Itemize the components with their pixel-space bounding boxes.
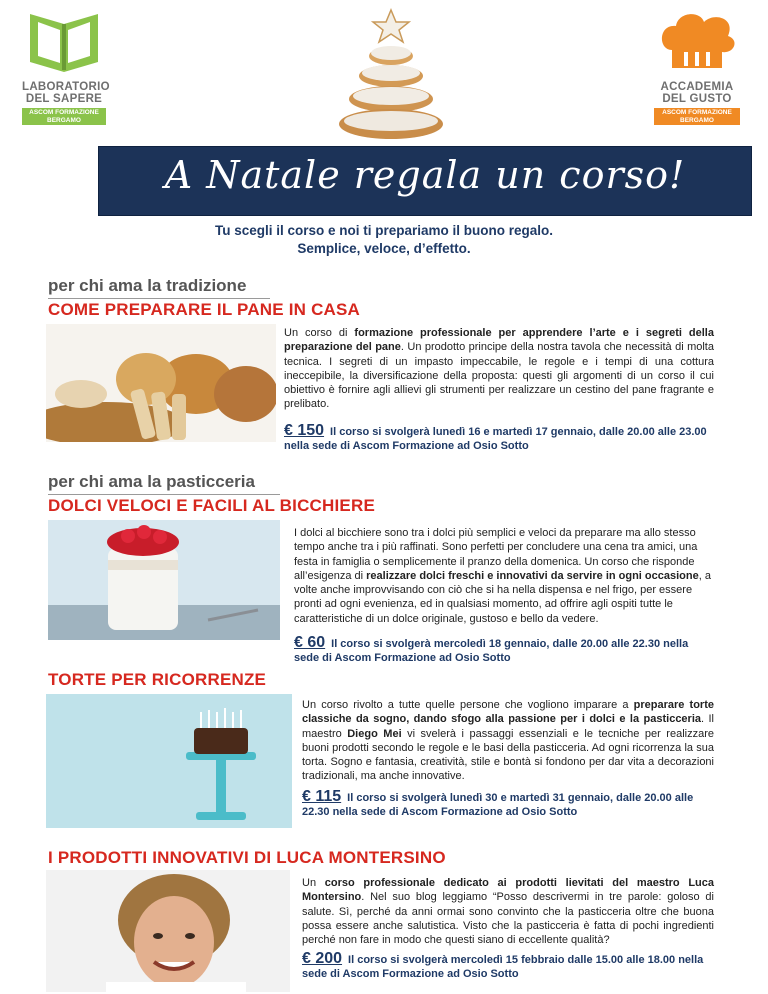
logo-left-band xyxy=(22,108,106,125)
cake-photo xyxy=(46,694,292,828)
section3-price: € 115 xyxy=(302,788,342,805)
section2-body-post: , a volte anche improvvisando con ciò che si ha nella dispensa e nel frigo, per essere pronti ad ogni evenienza, ed in qualsiasi momento, ad offrire agli ospiti tutte le caratteristiche di un dolce originale, gustoso e bello da vedere. xyxy=(294,569,711,625)
section2-title: DOLCI VELOCI E FACILI AL BICCHIERE xyxy=(48,496,375,515)
section1-body-pre: Un corso di xyxy=(284,327,355,339)
logo-right-band xyxy=(654,108,740,125)
logo-left-line1: LABORATORIO xyxy=(22,81,110,93)
section1-kicker: per chi ama la tradizione xyxy=(48,276,247,295)
section3-title: TORTE PER RICORRENZE xyxy=(48,670,267,689)
chef-portrait-photo xyxy=(46,870,290,992)
section3-schedule: Il corso si svolgerà lunedì 30 e martedì 31 gennaio, dalle 20.00 alle 22.30 nella sede di Ascom Formazione ad Osio Sotto xyxy=(302,792,694,818)
subtitle-line2: Semplice, veloce, d’effetto. xyxy=(297,241,471,256)
section2-price-line xyxy=(294,636,714,665)
section1-body xyxy=(284,326,714,412)
title-banner xyxy=(98,146,752,216)
logo-laboratorio-del-sapere xyxy=(22,10,110,125)
logo-right-line2: DEL GUSTO xyxy=(662,93,732,105)
section4-title: I PRODOTTI INNOVATIVI DI LUCA MONTERSINO xyxy=(48,848,446,867)
section4-price: € 200 xyxy=(302,950,343,967)
section3-body-pre: Un corso rivolto a tutte quelle persone che vogliono imparare a xyxy=(302,699,634,711)
section3-body-bold2: Diego Mei xyxy=(347,727,402,740)
section3-body-bold: preparare torte classiche da sogno, dando sfogo alla passione per i dolci e la pasticceria xyxy=(302,699,714,726)
section1-schedule: Il corso si svolgerà lunedì 16 e martedì 17 gennaio, dalle 20.00 alle 23.00 nella sede di Ascom Formazione ad Osio Sotto xyxy=(284,426,707,452)
section3-body-mid: . Il maestro xyxy=(302,713,714,740)
section1-title: COME PREPARARE IL PANE IN CASA xyxy=(48,300,361,319)
section3-price-line xyxy=(302,790,714,819)
logo-right-band2: BERGAMO xyxy=(680,116,714,124)
section3-body xyxy=(302,698,714,784)
section4-body xyxy=(302,876,714,947)
logo-left-band2: BERGAMO xyxy=(47,116,81,124)
bread-photo xyxy=(46,324,276,442)
logo-right-line1: ACCADEMIA xyxy=(660,81,734,93)
logo-left-band1: ASCOM FORMAZIONE xyxy=(29,109,99,116)
section1-body-bold: formazione professionale per apprendere l’arte e i segreti della preparazione del pane xyxy=(284,327,714,354)
section2-rule xyxy=(48,494,280,495)
section2-body-pre: I dolci al bicchiere sono tra i dolci più semplici e veloci da preparare ma allo stesso tempo anche tra i più raffinati. Sono perfetti per concludere una cena tra amici, una festa in famiglia o semplicemente il pranzo della domenica. Un corso che risponde all’esigenza di xyxy=(294,527,698,582)
section4-body-bold: corso professionale dedicato ai prodotti lievitati del maestro Luca Montersino xyxy=(302,877,714,904)
section1-rule xyxy=(48,298,270,299)
chef-hat-icon xyxy=(654,10,740,76)
section4-body-post: . Nel suo blog leggiamo “Posso descrivermi in tre parole: goloso di salute. Sì, perché da anni ormai sono convinto che la pasticceria oltre che buona possa essere anche salutistica. Visto che la pasticceria è fatta di pochi ingredienti perché non fare in modo che questi siano di eccellente qualità? xyxy=(302,891,714,947)
section1-price: € 150 xyxy=(284,422,325,439)
jar-dessert-photo xyxy=(48,520,280,640)
section4-schedule: Il corso si svolgerà mercoledì 15 febbraio dalle 15.00 alle 18.00 nella sede di Ascom Formazione ad Osio Sotto xyxy=(302,954,704,980)
logo-left-line2: DEL SAPERE xyxy=(25,93,103,105)
logo-accademia-del-gusto xyxy=(654,10,740,125)
subtitle-line1: Tu scegli il corso e noi ti prepariamo il buono regalo. xyxy=(214,223,554,238)
section4-body-pre: Un xyxy=(302,877,325,889)
cookie-tree-image xyxy=(336,6,446,146)
section2-body-bold: realizzare dolci freschi e innovativi da servire in ogni occasione xyxy=(366,569,699,582)
banner-title: A Natale regala un corso! xyxy=(164,153,686,197)
logo-right-band1: ASCOM FORMAZIONE xyxy=(662,109,732,116)
section2-body xyxy=(294,526,714,626)
section2-kicker: per chi ama la pasticceria xyxy=(48,472,255,491)
section2-schedule: Il corso si svolgerà mercoledì 18 gennaio, dalle 20.00 alle 22.30 nella sede di Ascom Formazione ad Osio Sotto xyxy=(294,638,689,664)
section1-body-post: . Un prodotto principe della nostra tavola che necessità di molta tecnica. I segreti di un impasto impeccabile, le regole e i tempi di una cottura ineccepibile, la diversificazione della proposta: questi gli argomenti di un corso il cui obiettivo è fornire agli allievi gli strumenti per realizzare un cestino del pane fragrante e prelibato. xyxy=(284,341,714,411)
section3-body-post: vi svelerà i passaggi essenziali e le tecniche per realizzare buoni prodotti secondo le regole e le basi della pasticceria. Ad ogni ricorrenza la sua torta. Sogno e fantasia, creatività, stile e bontà si fondono per dar vita a decorazioni tradizionali, ma anche innovative. xyxy=(302,727,714,783)
section4-price-line xyxy=(302,952,714,981)
section1-price-line xyxy=(284,424,714,453)
section2-price: € 60 xyxy=(294,634,326,651)
book-logo-icon xyxy=(22,10,106,76)
